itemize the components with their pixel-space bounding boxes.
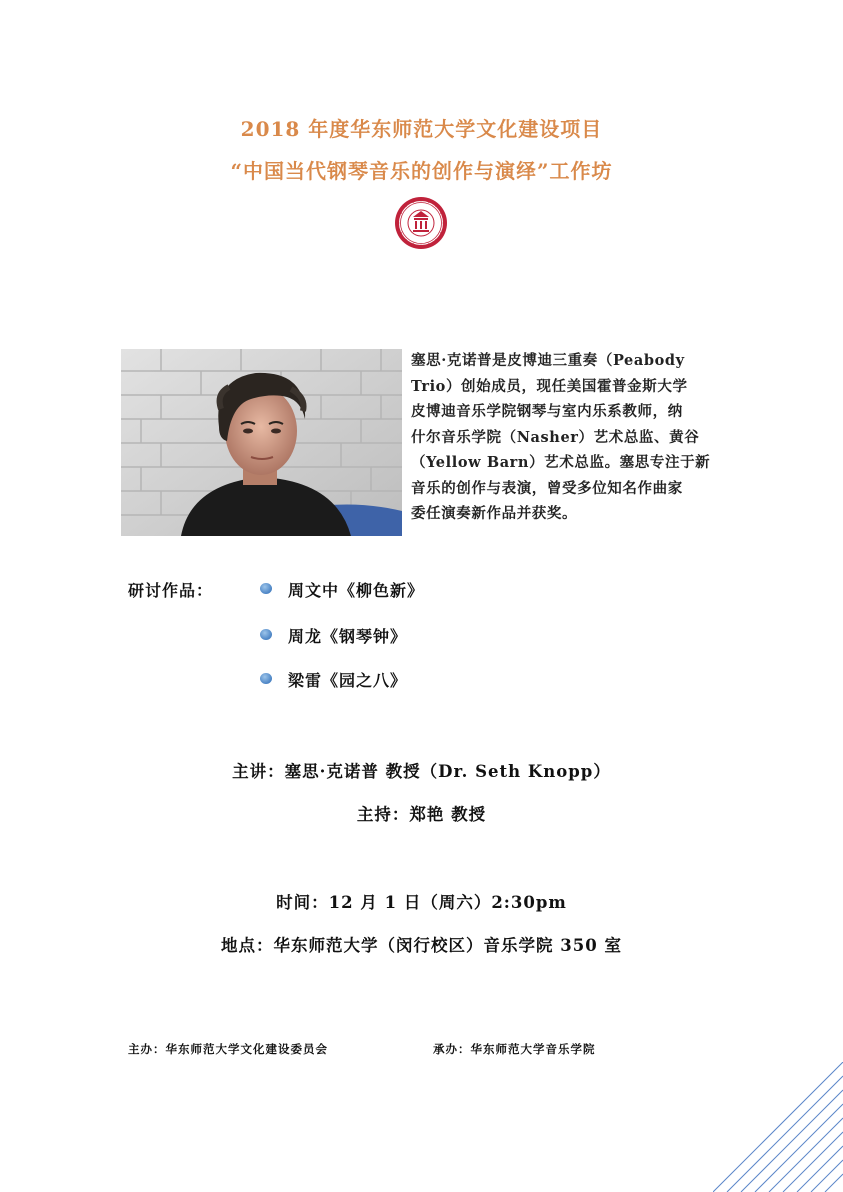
corner-stripes-decoration [713,1062,843,1192]
bio-line: Trio）创始成员，现任美国霍普金斯大学 [411,377,688,395]
bullet-icon [260,673,272,684]
portrait-photo [121,349,402,536]
bio-line: 什尔音乐学院（Nasher）艺术总监、黄谷 [411,428,700,446]
host-line: 主持：郑艳 教授 [356,805,487,824]
work-title: 梁雷《园之八》 [288,671,408,690]
bio-line: 音乐的创作与表演，曾受多位知名作曲家 [411,479,683,497]
speaker-line: 主讲：塞思·克诺普 教授（Dr. Seth Knopp） [232,762,611,781]
bullet-icon [260,629,272,640]
bio-text [411,348,723,527]
organizer-text: 主办：华东师范大学文化建设委员会 [128,1042,328,1056]
bullet-icon [260,583,272,594]
page-title-line1: 2018 年度华东师范大学文化建设项目 [240,117,603,141]
bio-line: 委任演奏新作品并获奖。 [411,505,578,522]
work-title: 周文中《柳色新》 [288,581,425,600]
page-title-line2: “中国当代钢琴音乐的创作与演绎”工作坊 [230,159,613,183]
works-label: 研讨作品： [128,581,214,600]
bio-line: 塞思·克诺普是皮博迪三重奏（Peabody [411,352,685,369]
bio-line: 皮博迪音乐学院钢琴与室内乐系教师，纳 [411,403,683,420]
co-organizer-text: 承办：华东师范大学音乐学院 [433,1042,596,1056]
time-line: 时间：12 月 1 日（周六）2:30pm [276,893,567,912]
university-seal-icon [394,196,448,250]
venue-line: 地点：华东师范大学（闵行校区）音乐学院 350 室 [221,936,622,955]
work-title: 周龙《钢琴钟》 [288,627,408,646]
bio-line: （Yellow Barn）艺术总监。塞思专注于新 [411,454,711,471]
